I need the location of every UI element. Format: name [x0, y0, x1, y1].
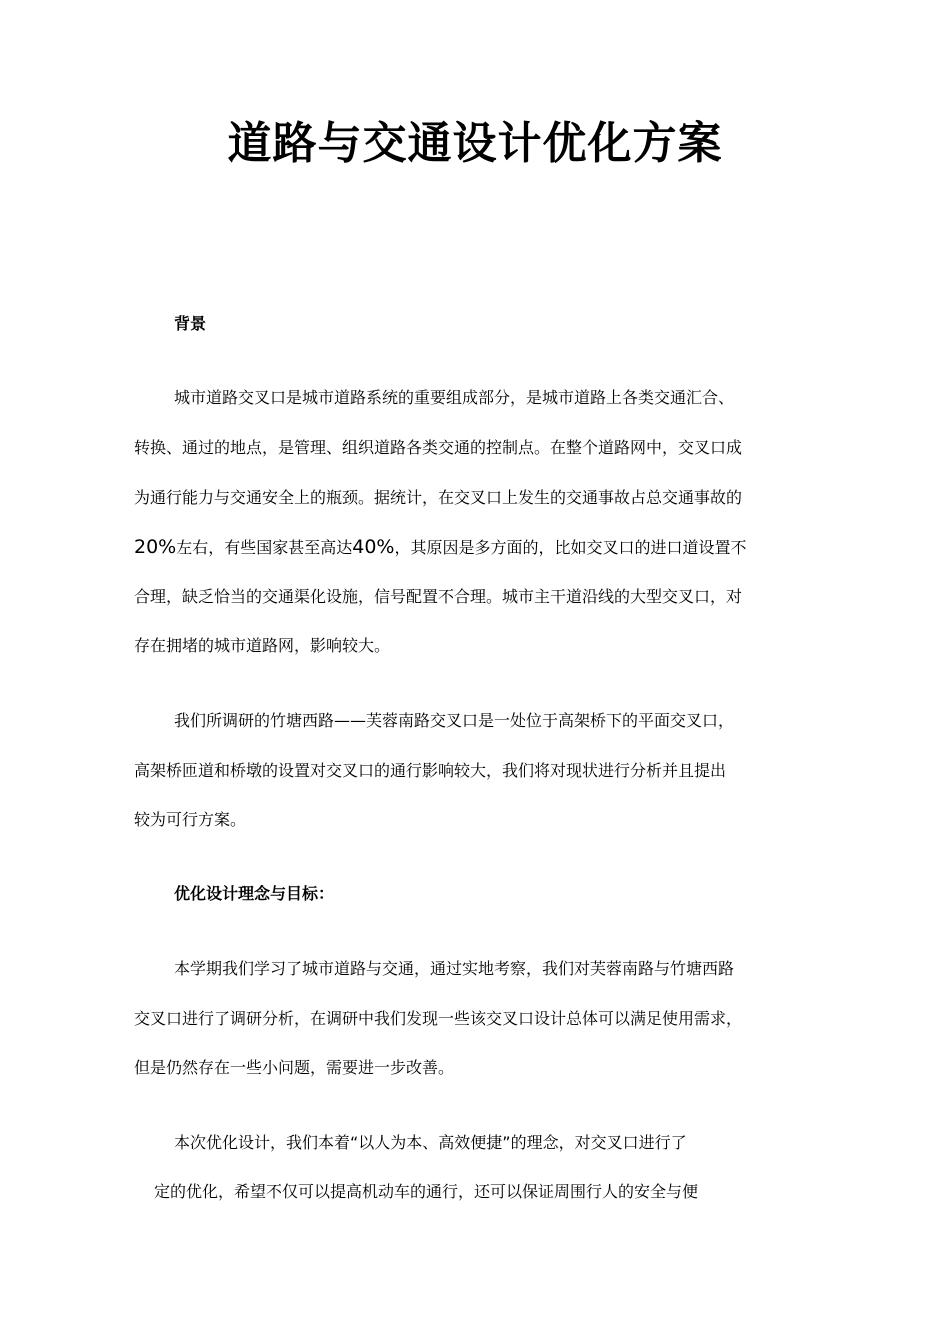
paragraph-line: 但是仍然存在一些小问题，需要进一步改善。 — [134, 1058, 455, 1077]
paragraph-line: 高架桥匝道和桥墩的设置对交叉口的通行影响较大，我们将对现状进行分析并且提出 — [134, 761, 727, 780]
paragraph-line: 交叉口进行了调研分析，在调研中我们发现一些该交叉口设计总体可以满足使用需求， — [134, 1009, 743, 1028]
document-title: 道路与交通设计优化方案 — [227, 118, 723, 169]
section-heading-background: 背景 — [174, 314, 207, 333]
paragraph-line: 合理，缺乏恰当的交通渠化设施，信号配置不合理。城市主干道沿线的大型交叉口，对 — [134, 587, 743, 606]
paragraph-text: 左右，有些国家甚至高达 — [176, 538, 353, 557]
paragraph-line: 存在拥堵的城市道路网，影响较大。 — [134, 636, 391, 655]
paragraph-line: 为通行能力与交通安全上的瓶颈。据统计，在交叉口上发生的交通事故占总交通事故的 — [134, 488, 743, 507]
paragraph-line: 较为可行方案。 — [134, 810, 247, 829]
paragraph-line: 定的优化，希望不仅可以提高机动车的通行，还可以保证周围行人的安全与便 — [154, 1182, 699, 1201]
paragraph-line: 我们所调研的竹塘西路——芙蓉南路交叉口是一处位于高架桥下的平面交叉口， — [174, 711, 735, 730]
section-heading-design-goals: 优化设计理念与目标： — [174, 884, 335, 903]
paragraph-text: ，其原因是多方面的，比如交叉口的进口道设置不 — [394, 538, 747, 557]
percentage-value: 20% — [134, 536, 177, 558]
percentage-value: 40% — [352, 536, 395, 558]
paragraph-line: 城市道路交叉口是城市道路系统的重要组成部分，是城市道路上各类交通汇合、 — [174, 388, 735, 407]
paragraph-line — [134, 535, 747, 560]
paragraph-line: 转换、通过的地点，是管理、组织道路各类交通的控制点。在整个道路网中，交叉口成 — [134, 438, 743, 457]
paragraph-line: 本次优化设计，我们本着“以人为本、高效便捷”的理念，对交叉口进行了 — [174, 1133, 687, 1152]
paragraph-line: 本学期我们学习了城市道路与交通，通过实地考察，我们对芙蓉南路与竹塘西路 — [174, 959, 735, 978]
